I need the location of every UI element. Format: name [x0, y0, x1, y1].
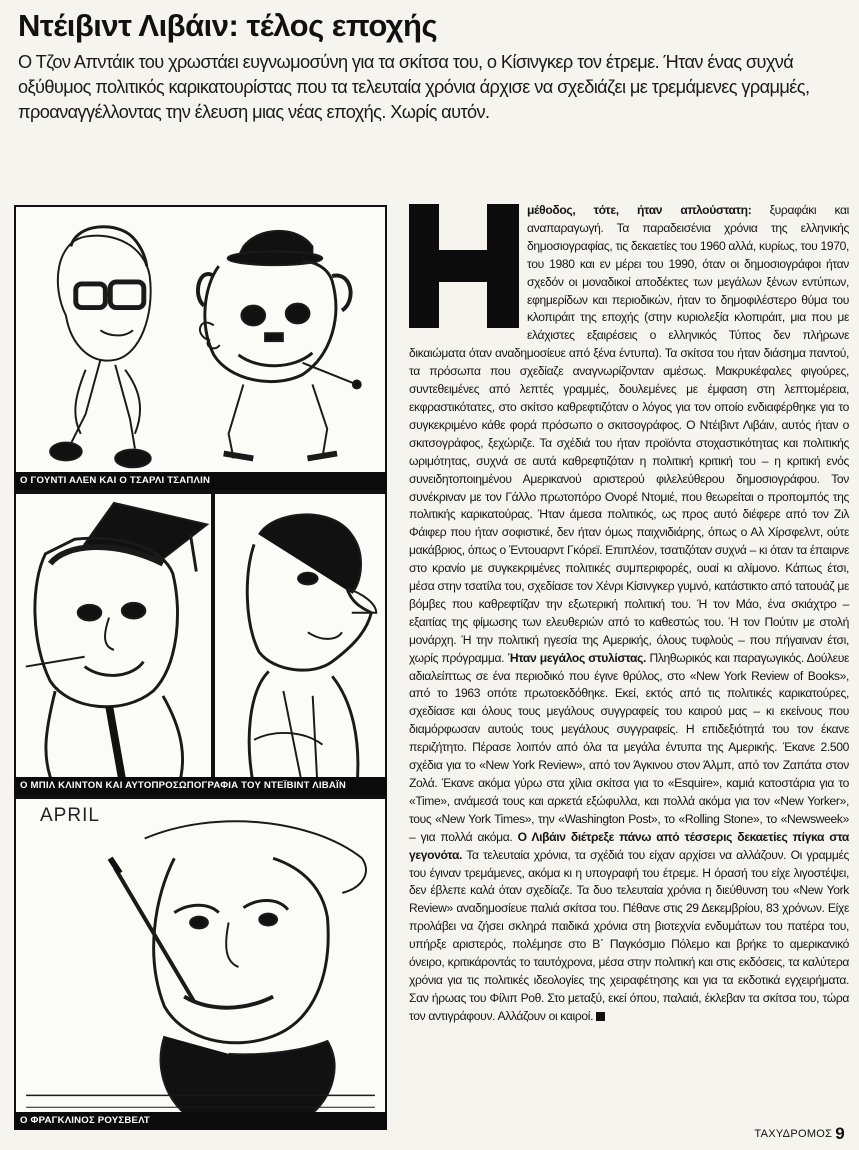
- caricature-roosevelt: [14, 797, 387, 1130]
- article-body: [409, 202, 849, 1026]
- caricature-clinton: [14, 492, 213, 797]
- caption-roosevelt: Ο ΦΡΑΓΚΛΙΝΟΣ ΡΟΥΣΒΕΛΤ: [14, 1112, 387, 1130]
- calendar-month-label: APRIL: [40, 805, 100, 826]
- self-portrait-drawing: [215, 494, 385, 795]
- caption-allen-chaplin: Ο ΓΟΥΝΤΙ ΑΛΕΝ ΚΑΙ Ο ΤΣΑΡΛΙ ΤΣΑΠΛΙΝ: [14, 472, 387, 490]
- headline: Ντέιβιντ Λιβάιν: τέλος εποχής: [18, 8, 438, 43]
- article-paragraph-3: Τα τελευταία χρόνια, τα σχέδιά του είχαν αρχίσει να αλλάζουν. Οι γραμμές του έγιναν τρεμάμενες, ακόμα κι η υπογραφή του έτρεμε. Η όρασή του είχε λιγοστέψει, δεν έβλεπε καλά όταν σχεδίαζε. Τα δυο τελευταία χρόνια η διεύθυνση του «New York Review» αναδημοσίευε παλιά σκίτσα του. Πέθανε στις 29 Δεκεμβρίου, 83 χρόνων. Είχε προλάβει να ζήσει σκληρά παιδικά χρόνια στη βιοτεχνία ενδυμάτων του πατέρα του, υπήρξε αριστερός, πολέμησε στο Β΄ Παγκόσμιο Πόλεμο και βρήκε το αμερικανικό όνειρο, κριτικάροντάς το ταυτόχρονα, μέσα στην πολιτική και στις εκδόσεις, τα καλύτερα χρόνια για τις πολιτικές ιδεολογίες της χειραφέτησης και για τα εκδοτικά εγχειρήματα. Σαν ήρωας του Φίλιπ Ροθ. Στο μεταξύ, εκεί όπου, παλαιά, έκλεβαν τα σκίτσα του, τώρα τον αντιγράφουν. Αλλάζουν οι καιροί.: [409, 847, 849, 1023]
- article-subhead-2: Ο Λιβάιν διέτρεξε πάνω από τέσσερις δεκαετίες πίγκα στα γεγονότα.: [409, 829, 849, 862]
- clinton-drawing: [16, 494, 211, 795]
- article-paragraph-2: Πληθωρικός και παραγωγικός. Δούλευε αδιαλείπτως σε ένα περιοδικό που έγινε θρύλος, στο «New York Review of Books», από το 1963 οπότε πρωτοεκδόθηκε. Εκεί, εκτός από τις πολιτικές καρικατούρες, σχεδίασε και όλους τους μεγάλους συγγραφείς του καιρού μας – κι εκείνους που διαμόρφωσαν αυτούς τους μεγάλους συγγραφείς. Η επιδεξιότητά του τον έκανε περιζήτητο. Πέρασε λοιπόν από όλα τα μεγάλα έντυπα της Αμερικής. Έκανε 2.500 σχέδια για το «New York Review», από τον Άγκινου στον Άλμπ, από τον Ζαπάτα στον Ζολά. Έκανε ακόμα γύρω στα χίλια σκίτσα για το «Esquire», καμιά κατοστάρια για το «Time», ανάμεσά τους και αρκετά εξώφυλλα, και πολλά ακόμα για τον «New Yorker», τους «New York Times», την «Washington Post», το «Rolling Stone», το «Newsweek» – για πολλά ακόμα.: [409, 650, 850, 844]
- article-lead-in: μέθοδος, τότε, ήταν απλούστατη:: [527, 203, 752, 217]
- roosevelt-drawing: [16, 799, 385, 1128]
- page-footer: [754, 1124, 845, 1144]
- illustration-column: [14, 205, 387, 1130]
- caricature-levine-self-portrait: [213, 492, 387, 797]
- dropcap-letter: [409, 204, 519, 328]
- end-mark: [596, 1012, 605, 1021]
- allen-chaplin-drawing: [16, 207, 385, 490]
- page-number: 9: [835, 1124, 845, 1143]
- caption-clinton-levine: Ο ΜΠΙΛ ΚΛΙΝΤΟΝ ΚΑΙ ΑΥΤΟΠΡΟΣΩΠΟΓΡΑΦΙΑ ΤΟΥ ΝΤΕΪΒΙΝΤ ΛΙΒΑΪΝ: [14, 777, 387, 795]
- article-subhead-1: Ήταν μεγάλος στυλίστας.: [507, 650, 647, 665]
- magazine-name: ΤΑΧΥΔΡΟΜΟΣ: [754, 1127, 833, 1140]
- caricature-allen-chaplin: [14, 205, 387, 492]
- lede: Ο Τζον Απντάικ του χρωστάει ευγνωμοσύνη για τα σκίτσα του, ο Κίσινγκερ τον έτρεμε. Ήταν ένας συχνά οξύθυμος πολιτικός καρικατουρίστας που τα τελευταία χρόνια άρχισε να σχεδιάζει με τρεμάμενες γραμμές, προαναγγέλλοντας την έλευση μιας νέας εποχής. Χωρίς αυτόν.: [18, 52, 810, 122]
- article-paragraph-1: ξυραφάκι και αναπαραγωγή. Τα παραδεισένια χρόνια της ελληνικής δημοσιογραφίας, τις δεκαετίες του 1960 αλλά, κυρίως, του 1970, του 1980 και εν μέρει του 1990, όταν οι δημοσιογράφοι ήταν σχεδόν οι μοναδικοί αποδέκτες των μεγάλων ξένων εντύπων, εφημερίδων και περιοδικών, ήταν το δημοφιλέστερο θύμα του κλοπιράιτ της εποχής (στην κυριολεξία κλοπιράιτ, μια που με ελάχιστες εξαιρέσεις ο ελληνικός Τύπος δεν πλήρωνε δικαιώματα όταν αναδημοσίευε από ξένα έντυπα). Τα σκίτσα του ήταν διάσημα παντού, τα πρόσωπα που σχεδίαζε αναγνωρίζονταν αμέσως. Μακρυκέφαλες φιγούρες, συντεθειμένες από λεπτές γραμμές, δουλεμένες με έμφαση στη λεπτομέρεια, εκφραστικότατες, στο σκίτσο καθρεφτιζόταν ο λόγος για τον οποίο ενδιαφέρθηκε για το συγκεκριμένο κάθε φορά πρόσωπο ο σκιτσογράφος. Ο Ντέιβιντ Λιβάιν, αυτός ήταν ο σκιτσογράφος, ξεχώριζε. Τα σχέδιά του ήταν προϊόντα στοχαστικότητας και πολιτικής ωριμότητας, συχνά σε αυτά καθρεφτιζόταν η πολιτική κριτική του – η κριτική ενός συνειδητοποιημένου Αμερικανού αριστερού φιλελεύθερου δημοσιογράφου. Τον συνέκριναν με τον Γάλλο πρωτοπόρο Ονορέ Ντομιέ, που θεωρείται ο προπομπός της πολιτικής καρικατούρας. Ήταν άμεσα πολιτικός, ως προς αυτό διέφερε από τον Ζιλ Φάιφερ που ήταν σοφιστικέ, δεν ήταν όμως παιχνιδιάρης, όπως ο Αλ Χίρσφελντ, ούτε μακάβριος, όπως ο Έντουαρντ Γκόρεϊ. Επιπλέον, τσατιζόταν συχνά – κι όταν τα έπαιρνε στο κρανίο με συγκεκριμένες πολιτικές συμπεριφορές, ουαί κι αλίμονο. Κάπως έτσι, μέσα στην τσατίλα του, σχεδίασε τον Χένρι Κίσινγκερ γυμνό, κατάστικτο από τατουάζ με βόμβες που καθρεφτίζαν την εξωτερική πολιτική του. Ή τον Μάο, ένα σκιάχτρο – εξαιτίας της φίμωσης των ελευθεριών από το καθεστώς του. Ή τον Πούτιν με στολή μονάρχη. Ή την πολιτική ηγεσία της Αμερικής, όλους τυφλούς – που πήγαιναν έτσι, χωρίς πρόγραμμα.: [409, 203, 849, 665]
